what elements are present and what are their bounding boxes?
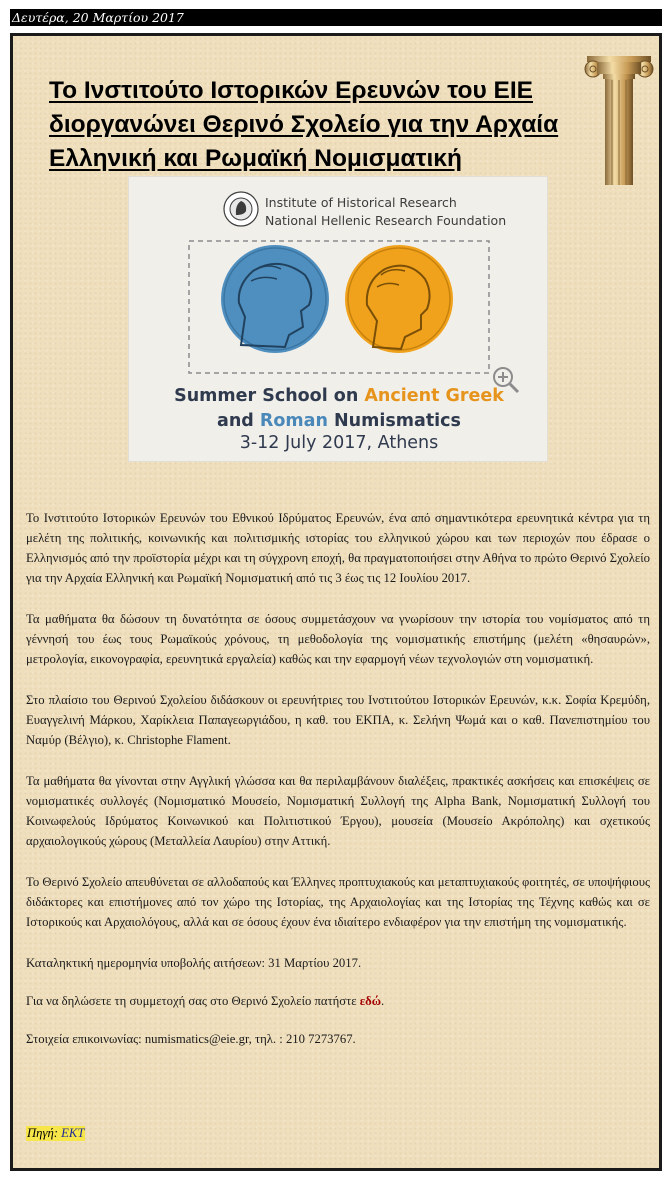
article-title[interactable]: Το Ινστιτούτο Ιστορικών Ερευνών του ΕΙΕ διοργανώνει Θερινό Σχολείο για την Αρχαία Ελληνική και Ρωμαϊκή Νομισματική [49, 77, 559, 172]
foundation-name: National Hellenic Research Foundation [265, 213, 507, 228]
date-header: Δευτέρα, 20 Μαρτίου 2017 [10, 9, 662, 26]
paragraph-courses: Τα μαθήματα θα δώσουν τη δυνατότητα σε όσους συμμετάσχουν να γνωρίσουν την ιστορία του νομίσματος από τη γέννησή του έως τους Ρωμαϊκούς χρόνους, τη μεθοδολογία της νομισματικής επιστήμης (μελέτη «θησαυρών», μετρολογία, εικονογραφία, ερευνητικά εργαλεία) καθώς και την εφαρμογή νέων τεχνολογιών στη νομισματική. [26, 612, 650, 666]
source-link[interactable]: ΕΚΤ [61, 1126, 85, 1140]
article-body [26, 508, 650, 1067]
paragraph-intro: Το Ινστιτούτο Ιστορικών Ερευνών του Εθνικού Ιδρύματος Ερευνών, ένα από σημαντικότερα ερευνητικά κέντρα για τη μελέτη της πολιτικής, κοινωνικής και πολιτισμικής ιστορίας του ελληνικού χώρου και των περιοχών που έδρασε ο Ελληνισμός από την προϊστορία μέχρι και τη σύγχρονη εποχή, θα πραγματοποιήσει στην Αθήνα το πρώτο Θερινό Σχολείο για την Αρχαία Ελληνική και Ρωμαϊκή Νομισματική από τις 3 έως τις 12 Ιουλίου 2017. [26, 511, 650, 585]
registration-link[interactable]: εδώ [359, 994, 382, 1008]
paragraph-activities: Τα μαθήματα θα γίνονται στην Αγγλική γλώσσα και θα περιλαμβάνουν διαλέξεις, πρακτικές ασκήσεις και επισκέψεις σε νομισματικές συλλογές (Νομισματικό Μουσείο, Νομισματική Συλλογή της Alpha Bank, Νομισματική Συλλογή του Κοινωφελούς Ιδρύματος Κοινωνικού και Πολιτιστικού Έργου), μουσεία (Μουσείο Ακρόπολης) και σχετικούς αρχαιολογικούς χώρους (Μεταλλεία Λαυρίου) στην Αττική. [26, 774, 650, 848]
paragraph-instructors: Στο πλαίσιο του Θερινού Σχολείου διδάσκουν οι ερευνήτριες του Ινστιτούτου Ιστορικών Ερευνών, κ.κ. Σοφία Κρεμύδη, Ευαγγελινή Μάρκου, Χαρίκλεια Παπαγεωργιάδου, η καθ. του ΕΚΠΑ, κ. Σελήνη Ψωμά και ο καθ. Πανεπιστημίου του Ναμύρ (Βέλγιο), κ. Christophe Flament. [26, 693, 650, 747]
poster-dates: 3-12 July 2017, Athens [239, 433, 439, 453]
post-container [10, 33, 662, 1171]
paragraph-registration: Για να δηλώσετε τη συμμετοχή σας στο Θερινό Σχολείο πατήστε εδώ. [26, 994, 385, 1008]
paragraph-contact: Στοιχεία επικοινωνίας: numismatics@eie.gr, τηλ. : 210 7273767. [26, 1032, 356, 1046]
institute-name: Institute of Historical Research [265, 195, 457, 210]
poster-title-line2: and Roman Numismatics [217, 411, 461, 431]
summer-school-poster [128, 176, 548, 462]
poster-title-line1: Summer School on Ancient Greek [174, 386, 504, 406]
paragraph-deadline: Καταληκτική ημερομηνία υποβολής αιτήσεων: 31 Μαρτίου 2017. [26, 956, 362, 970]
paragraph-audience: Το Θερινό Σχολείο απευθύνεται σε αλλοδαπούς και Έλληνες προπτυχιακούς και μεταπτυχιακούς φοιτητές, σε υποψήφιους διδάκτορες και επιστήμονες από τον χώρο της Ιστορίας, της Αρχαιολογίας και της Ιστορίας της Τέχνης καθώς και σε Ιστορικούς και Αρχαιολόγους, αλλά και σε όσους έχουν ένα ιδιαίτερο ενδιαφέρον για την επιστήμη της νομισματικής. [26, 875, 650, 929]
blue-coin-icon [221, 245, 329, 353]
source-credit: Πηγή: ΕΚΤ [27, 1126, 85, 1140]
gold-coin-icon [345, 245, 453, 353]
